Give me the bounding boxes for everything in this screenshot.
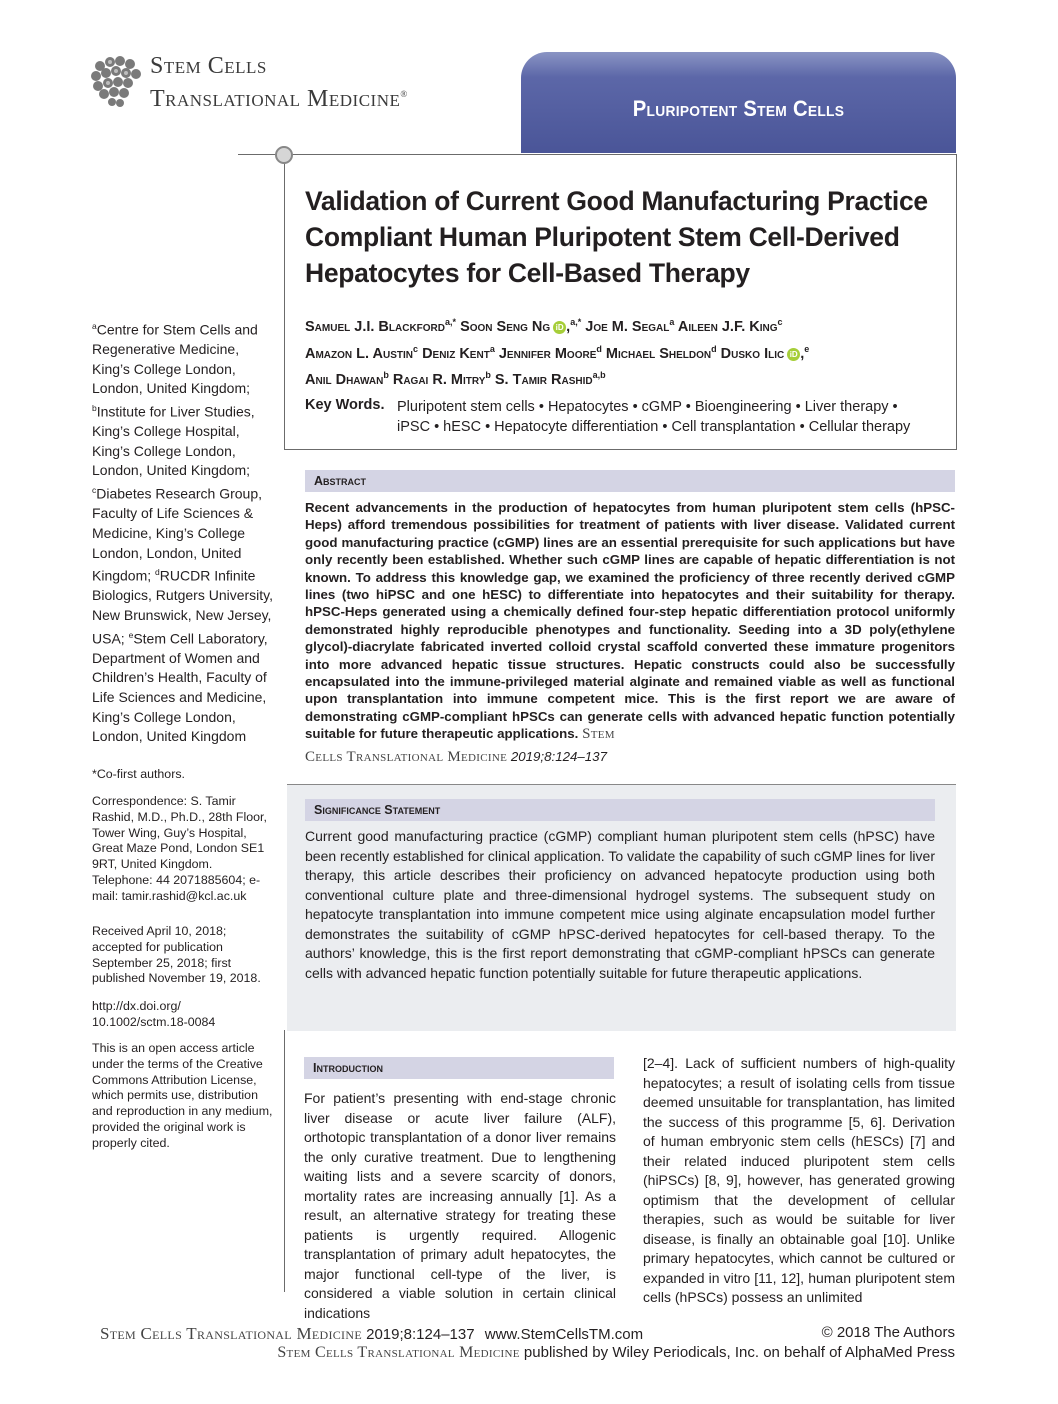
footer-line-1 — [100, 1324, 955, 1344]
author-affil-sup: d — [596, 343, 602, 354]
header-rule — [238, 154, 956, 155]
affiliation-text: Diabetes Research Group, Faculty of Life Sciences & Medicine, King’s College London, London, United Kingdom; — [92, 485, 263, 584]
affiliation-text: Institute for Liver Studies, King’s College Hospital, King’s College London, London, United Kingdom; — [92, 403, 255, 479]
author-affil-sup: c — [413, 343, 419, 354]
author: Dusko Ilic iD ,$^e$ — [720, 343, 810, 362]
author: Soon Seng Ng iD ,$^{a,*}$ — [460, 317, 582, 335]
author-affil-sup: a,* — [445, 317, 457, 327]
orcid-icon[interactable]: iD — [787, 348, 800, 361]
footer-ref: 2019;8:124–137 — [366, 1326, 475, 1343]
author — [305, 343, 419, 362]
introduction-column-2: [2–4]. Lack of sufficient numbers of high-quality hepatocytes; a result of isolating cells from tissue deemed unsuitable for transplantation, has limited the success of this programme [5, 6]. Derivation of human embryonic stem cells (hESCs) [7] and their related induced pluripotent stem cells (hiPSCs) [8, 9], however, has generated growing optimism that the development of cellular therapies, such as would be suitable for liver disease, is finally an obtainable goal [10]. Unlike primary hepatocytes, which cannot be cultured or expanded in vitro [11, 12], human pluripotent stem cells (hPSCs) possess an unlimited — [643, 1055, 955, 1305]
affiliations — [92, 317, 277, 747]
keywords-label: Key Words. — [305, 397, 385, 413]
footer-line-2 — [200, 1344, 955, 1362]
license-note: This is an open access article under the terms of the Creative Commons Attribution License, which permits use, distribution and reproduction in any medium, provided the original work is properly cited. — [92, 1041, 273, 1150]
author-affil-sup: a — [669, 317, 675, 327]
footer-url[interactable]: www.StemCellsTM.com — [484, 1326, 644, 1343]
author-name: Soon Seng Ng — [460, 318, 551, 335]
author-name: Aileen J.F. King — [677, 318, 778, 335]
received-dates: Received April 10, 2018; accepted for publication September 25, 2018; first published November 19, 2018. — [92, 924, 261, 986]
author-name: Deniz Kent — [422, 345, 490, 362]
affiliation-sup: c — [92, 485, 97, 496]
journal-name — [150, 52, 408, 113]
keywords-rule — [284, 449, 956, 450]
author-name: Jennifer Moore — [498, 345, 597, 362]
abstract-body — [305, 499, 955, 744]
affiliation-text: RUCDR Infinite Biologics, Rutgers University, New Brunswick, New Jersey, USA; — [92, 567, 274, 647]
abstract-cite-journal-b: Cells Translational Medicine — [305, 749, 508, 765]
abstract-text: Recent advancements in the production of hepatocytes from human pluripotent stem cells (hPSC-Heps) afford tremendous possibilities for treatment of patients with liver disease. Validated current good manufacturing practice (cGMP) lines are an essential prerequisite for such applications but have only recently been established. Whether such cGMP lines are capable of hepatic differentiation is not known. To address this knowledge gap, we examined the proficiency of three recently derived cGMP lines (two hiPSC and one hESC) to differentiate into hepatocytes and their suitability for therapy. hPSC-Heps generated using a chemically defined four-step hepatic differentiation protocol uniformly demonstrated highly reproducible phenotypes and functionality. Seeding into a 3D poly(ethylene glycol)-diacrylate fabricated inverted colloid crystal scaffold converted these immature progenitors into more advanced hepatic tissue structures. Hepatic constructs could also be successfully encapsulated into the immune-privileged material alginate and remained viable as well as functional upon transplantation into immune competent mice. This is the first report we are aware of demonstrating cGMP-compliant hPSCs can generate cells with advanced hepatic function potentially suitable for future therapeutic applications. — [305, 500, 955, 742]
keywords-line2: iPSC • hESC • Hepatocyte differentiation • Cell transplantation • Cellular therapy — [397, 419, 911, 435]
co-first-note: *Co-first authors. — [92, 767, 185, 781]
footer-publisher: published by Wiley Periodicals, Inc. on behalf of AlphaMed Press — [523, 1344, 955, 1361]
author-affil-sup: b — [383, 370, 389, 381]
author — [422, 343, 495, 362]
orcid-icon[interactable]: iD — [553, 321, 566, 334]
author-name: Anil Dhawan — [305, 372, 384, 389]
author — [678, 319, 783, 335]
author-affil-sup: a,* — [570, 317, 582, 327]
journal-name-line2 — [150, 80, 408, 113]
affiliation-text: Stem Cell Laboratory, Department of Women and Children’s Health, Faculty of Life Sciences and Medicine, King’s College London, London, United Kingdom — [92, 630, 268, 745]
left-rule-top — [284, 154, 285, 450]
abstract-cite-ref: 2019;8:124–137 — [510, 749, 607, 764]
journal-name-line2-text: Translational Medicine — [150, 86, 401, 112]
doi-link[interactable]: http://dx.doi.org/ 10.1002/sctm.18-0084 — [92, 999, 216, 1029]
author-affil-sup: c — [777, 317, 783, 327]
journal-name-line1: Stem Cells — [150, 53, 267, 79]
author — [605, 343, 717, 362]
significance-heading: Significance Statement — [305, 799, 935, 821]
keywords-list — [397, 397, 957, 437]
section-banner-label: Pluripotent Stem Cells — [632, 96, 845, 121]
registered-mark: ® — [400, 89, 408, 99]
footer-copyright: © 2018 The Authors — [821, 1324, 955, 1341]
author-name: Amazon L. Austin — [305, 345, 414, 362]
abstract-heading: Abstract — [305, 470, 955, 492]
abstract-citation — [305, 748, 955, 766]
author-name: Dusko Ilic — [720, 345, 785, 362]
author-name: Ragai R. Mitry — [392, 372, 486, 389]
introduction-column-1: For patient’s presenting with end-stage chronic liver disease or acute liver failure (ALF), orthotopic transplantation of a donor liver remains the only curative treatment. Due to lengthening waiting lists and a severe scarcity of donors, mortality rates are increasing annually [1]. As a result, an alternative strategy for treating these patients is urgently required. Allogenic transplantation of primary adult hepatocytes, the major functional cell-type of the liver, is considered a viable solution in certain clinical indications — [304, 1090, 616, 1321]
author-affil-sup: d — [711, 343, 717, 354]
introduction-heading: Introduction — [304, 1057, 614, 1079]
abstract-cite-journal-a: Stem — [582, 726, 615, 743]
author-name: Michael Sheldon — [605, 345, 712, 362]
affiliation-sup: e — [128, 629, 134, 640]
author-name: Samuel J.I. Blackford — [305, 318, 446, 335]
author-affil-sup: b — [485, 370, 491, 381]
author-list — [305, 311, 955, 391]
author-name: Joe M. Segal — [585, 318, 670, 335]
rule-ring-icon — [275, 146, 293, 164]
author-affil-sup: a,b — [592, 370, 606, 381]
author — [498, 343, 602, 362]
author — [585, 319, 674, 335]
article-title: Validation of Current Good Manufacturing Practice Compliant Human Pluripotent Stem Cell-Derived Hepatocytes for Cell-Based Therapy — [305, 186, 928, 288]
correspondence: Correspondence: S. Tamir Rashid, M.D., Ph.D., 28th Floor, Tower Wing, Guy’s Hospital, Great Maze Pond, London SE1 9RT, United Kingdom. Telephone: 44 2071885604; e-mail: tamir.rashid@kcl.ac.uk — [92, 794, 267, 903]
author-name: S. Tamir Rashid — [494, 372, 593, 389]
journal-logo-icon — [86, 52, 148, 110]
significance-body: Current good manufacturing practice (cGMP) compliant human pluripotent stem cells (hPSC) have been recently established for clinical application. To validate the capability of such cGMP lines for liver therapy, this article describes their proficiency on advanced hepatocyte production using both conventional culture plate and three-dimensional hydrogel systems. The subsequent study on hepatocyte transplantation into immune competent mice using alginate encapsulation model further demonstrates the suitability of cGMP hPSC-derived hepatocytes for cell-based therapy. To the authors’ knowledge, this is the first report demonstrating that cGMP-compliant hPSCs can generate cells with advanced hepatic function potentially suitable for future therapeutic applications. — [305, 828, 935, 981]
author — [305, 372, 389, 388]
affiliation-sup: d — [155, 567, 160, 578]
affiliation-text: Centre for Stem Cells and Regenerative Medicine, King’s College London, London, United Kingdom; — [92, 321, 258, 397]
affiliation-sup: a — [92, 321, 97, 331]
author — [393, 372, 491, 388]
footer-journal-2: Stem Cells Translational Medicine — [277, 1344, 520, 1361]
affiliation-sup: b — [92, 403, 97, 414]
author-affil-sup: e — [804, 343, 810, 354]
intro-left-rule — [284, 1030, 285, 1292]
author — [305, 319, 456, 335]
keywords-line1: Pluripotent stem cells • Hepatocytes • cGMP • Bioengineering • Liver therapy • — [397, 399, 898, 415]
footer-journal: Stem Cells Translational Medicine — [100, 1324, 362, 1343]
author — [495, 372, 606, 388]
author-affil-sup: a — [489, 343, 495, 354]
